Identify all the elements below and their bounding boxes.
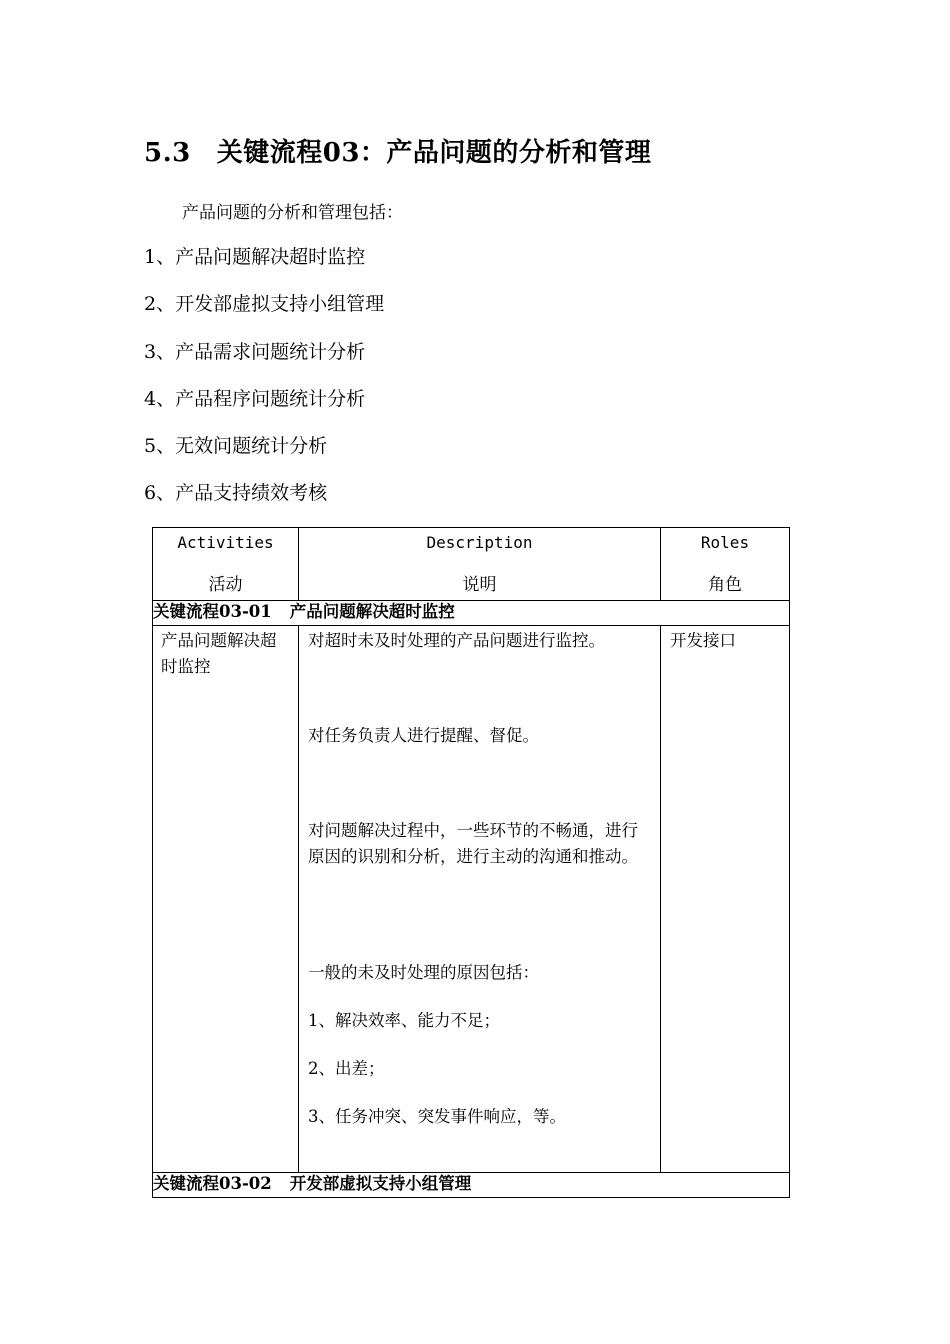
table-section-row [153,601,790,626]
description-cell [299,626,661,1173]
section-title: 关键流程03：产品问题的分析和管理 [216,138,652,168]
description-line: 一般的未及时处理的原因包括： [308,963,539,982]
role-cell: 开发接口 [661,626,790,1173]
activities-header [153,528,299,601]
section-heading [144,132,651,169]
activities-header-en: Activities [177,533,274,552]
description-line: 3、任务冲突、突发事件响应，等。 [308,1107,566,1126]
section-code: 关键流程03-02 [153,1174,272,1193]
list-item: 4、产品程序问题统计分析 [144,387,366,410]
description-line: 对超时未及时处理的产品问题进行监控。 [308,631,605,650]
roles-header-zh: 角色 [708,575,742,595]
section-cell-title: 产品问题解决超时监控 [289,602,455,621]
process-list [144,243,384,527]
table-header-row [153,528,790,601]
section-code: 关键流程03-01 [153,602,272,621]
description-line: 对问题解决过程中，一些环节的不畅通，进行原因的识别和分析，进行主动的沟通和推动。 [308,821,638,866]
list-item: 1、产品问题解决超时监控 [144,246,366,268]
section-cell-title: 开发部虚拟支持小组管理 [289,1174,472,1193]
description-header-en: Description [426,533,533,552]
roles-header-en: Roles [700,533,750,552]
description-header-zh: 说明 [462,575,497,595]
activity-cell: 产品问题解决超时监控 [153,626,299,1173]
list-item: 6、产品支持绩效考核 [144,482,328,505]
section-number: 5.3 [144,138,191,168]
table-section-row [153,1173,790,1198]
activities-header-zh: 活动 [208,575,243,595]
process-table [152,527,790,1198]
description-line: 1、解决效率、能力不足； [308,1011,500,1030]
description-line: 2、出差； [308,1059,385,1078]
section-cell [153,1173,790,1198]
list-item: 2、开发部虚拟支持小组管理 [144,293,385,316]
description-header [299,528,661,601]
list-item: 5、无效问题统计分析 [144,435,328,458]
section-cell [153,601,790,626]
roles-header [661,528,790,601]
description-line: 对任务负责人进行提醒、督促。 [308,726,539,745]
table-row [153,626,790,1173]
list-item: 3、产品需求问题统计分析 [144,340,366,363]
intro-paragraph: 产品问题的分析和管理包括： [182,203,403,223]
